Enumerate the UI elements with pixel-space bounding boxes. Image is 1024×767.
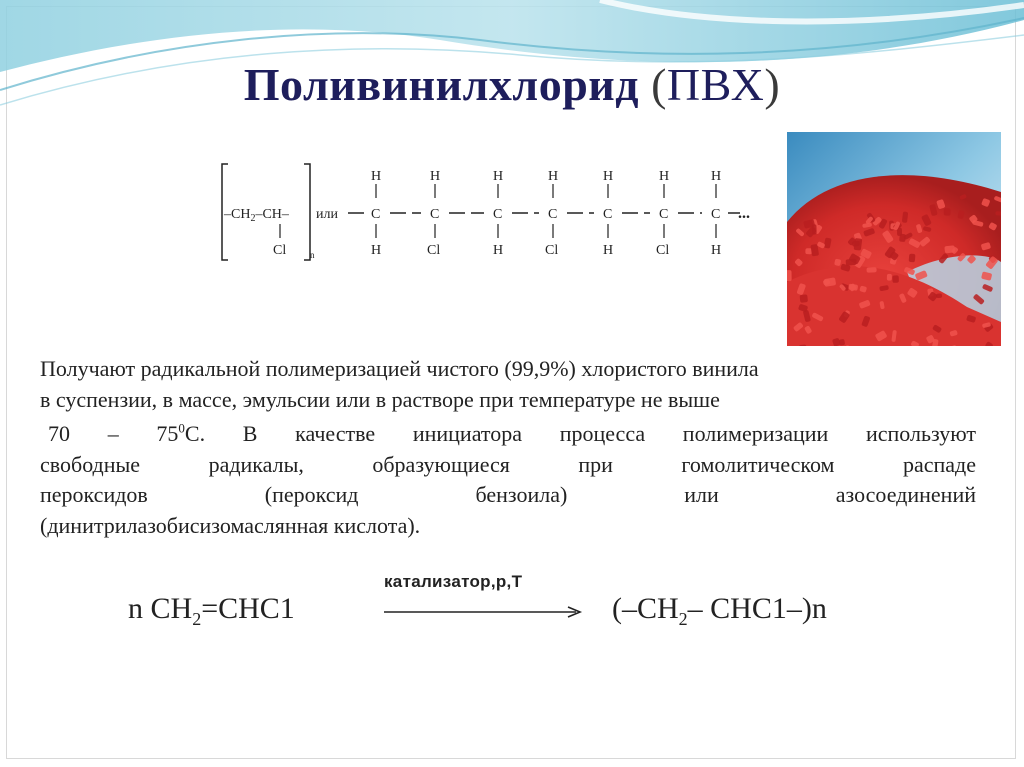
paragraph-line-6: (динитрилазобисизомаслянная кислота). <box>40 512 421 538</box>
pvc-granules-image <box>787 132 1001 346</box>
or-label: или <box>316 207 338 222</box>
paragraph-line-2: в суспензии, в массе, эмульсии или в растворе при температуре не выше <box>40 386 720 412</box>
chain-bottom-atom: H <box>371 243 382 258</box>
product-subscript: 2 <box>678 609 688 629</box>
chain-top-atom: H <box>659 169 670 184</box>
temp-range: 70 – 75 <box>48 421 179 446</box>
chain-bottom-atom: H <box>493 243 504 258</box>
paragraph-line-5: пероксидов (пероксид бензоила) или азосоединений <box>40 482 976 507</box>
chain-top-atom: H <box>371 169 382 184</box>
chain-carbon: C <box>603 207 613 222</box>
chain-carbon: C <box>430 207 440 222</box>
monomer-chlorine: Cl <box>273 243 287 258</box>
title-main: Поливинилхлорид <box>243 59 640 110</box>
polymer-chain <box>371 169 740 258</box>
chain-bottom-atom: Cl <box>427 243 441 258</box>
chain-bottom-atom: Cl <box>545 243 559 258</box>
monomer-unit-part-b: –CH– <box>255 207 289 222</box>
chain-top-atom: H <box>711 169 722 184</box>
chain-carbon: C <box>548 207 558 222</box>
title-open-paren: ( <box>651 59 667 110</box>
description-paragraph <box>40 354 976 541</box>
slide-title <box>0 58 1024 111</box>
monomer-unit-part-a: –CH <box>224 207 251 222</box>
reactant-part-b: =CHC1 <box>201 592 295 625</box>
chain-carbon: C <box>371 207 381 222</box>
chain-top-atom: H <box>493 169 504 184</box>
right-bracket <box>304 164 310 260</box>
chain-carbon: C <box>493 207 503 222</box>
reaction-arrow-icon <box>384 604 584 620</box>
product-part-b: – CHC1–)n <box>687 592 827 625</box>
chain-top-atom: H <box>603 169 614 184</box>
chain-carbon: C <box>711 207 721 222</box>
chain-bottom-atom: Cl <box>656 243 670 258</box>
paragraph-line-3-rest: С. В качестве инициатора процесса полимеризации используют <box>184 421 976 446</box>
monomer-unit <box>223 207 290 224</box>
title-close-paren: ) <box>764 59 781 110</box>
reaction-reactant <box>128 592 295 629</box>
reactant-subscript: 2 <box>192 609 202 629</box>
title-abbreviation: ПВХ <box>666 59 765 110</box>
reaction-product <box>612 592 827 629</box>
chain-ellipsis: ... <box>738 205 750 222</box>
degree-superscript: 0 <box>178 420 185 436</box>
chain-top-atom: H <box>548 169 559 184</box>
subscript-n: n <box>310 250 315 260</box>
monomer-unit-subscript: 2 <box>250 213 256 224</box>
chain-bottom-atom: H <box>603 243 614 258</box>
pvc-structural-formula <box>218 160 778 265</box>
catalyst-label: катализатор,p,T <box>384 572 523 591</box>
reactant-part-a: n CH <box>128 592 193 625</box>
paragraph-line-3 <box>40 419 976 450</box>
paragraph-line-1: Получают радикальной полимеризацией чистого (99,9%) хлористого винила <box>40 356 759 381</box>
product-part-a: (–CH <box>612 592 679 625</box>
chain-carbon: C <box>659 207 669 222</box>
chain-bottom-atom: H <box>711 243 722 258</box>
chain-top-atom: H <box>430 169 441 184</box>
paragraph-line-4: свободные радикалы, образующиеся при гомолитическом распаде <box>40 451 976 477</box>
